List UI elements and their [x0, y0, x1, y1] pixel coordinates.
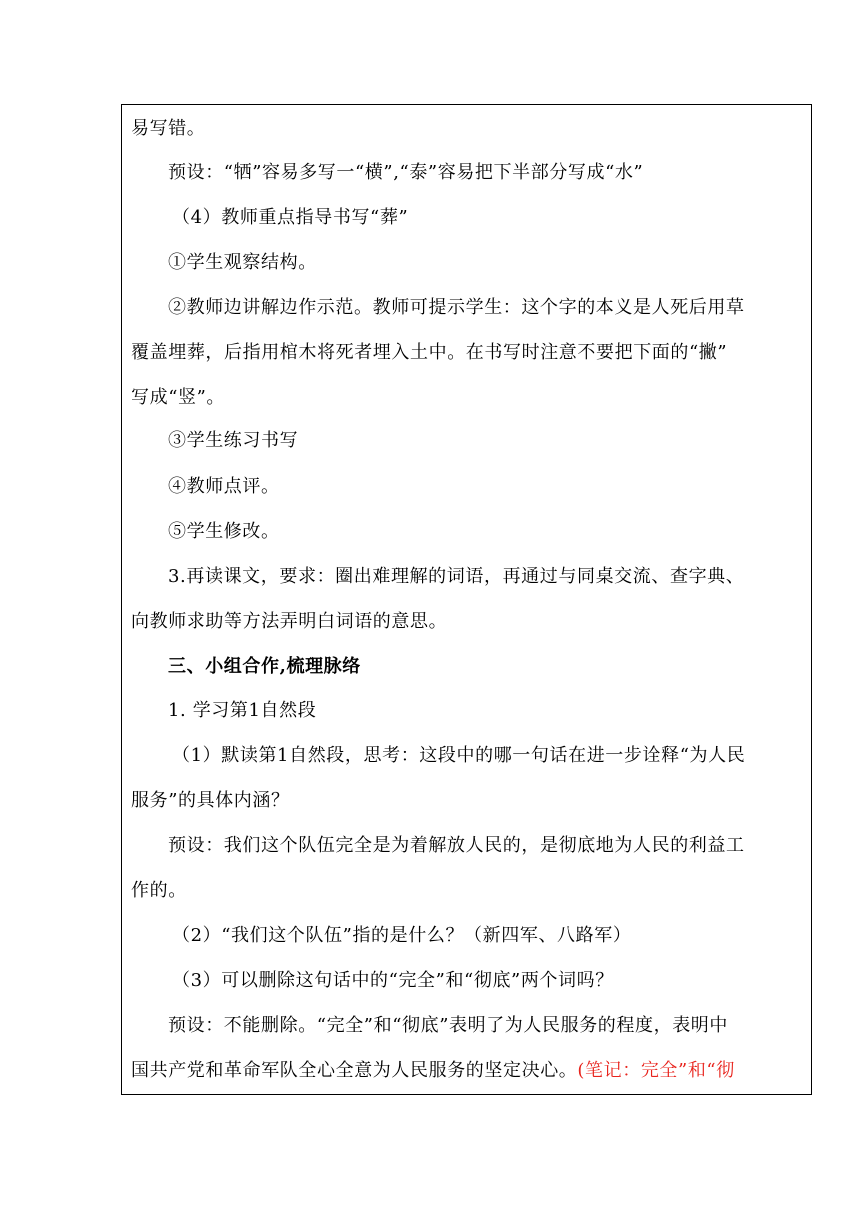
text-line: ③学生练习书写	[168, 430, 299, 451]
text-line: 3.再读课文，要求：圈出难理解的词语，再通过与同桌交流、查字典、	[168, 566, 745, 587]
text-line: 写成“竖”。	[131, 387, 226, 408]
text-line: ④教师点评。	[168, 476, 280, 497]
text-line: 服务”的具体内涵？	[131, 790, 290, 811]
text-line: （1）默读第1自然段，思考：这段中的哪一句话在进一步诠释“为人民	[172, 745, 746, 766]
text-line: 1. 学习第1自然段	[168, 700, 317, 721]
text-line: 预设：不能删除。“完全”和“彻底”表明了为人民服务的程度，表明中	[168, 1015, 729, 1036]
text-line: 向教师求助等方法弄明白词语的意思。	[131, 611, 448, 632]
text-line: （4）教师重点指导书写“葬”	[172, 207, 409, 228]
text-line: 预设：我们这个队伍完全是为着解放人民的，是彻底地为人民的利益工	[168, 835, 745, 856]
text-line: （3）可以删除这句话中的“完全”和“彻底”两个词吗？	[172, 970, 614, 991]
note-annotation: (笔记：完全”和“彻	[577, 1060, 735, 1081]
text-line: 易写错。	[131, 118, 206, 139]
text-line: ②教师边讲解边作示范。教师可提示学生：这个字的本义是人死后用草	[168, 297, 745, 318]
text-line: ⑤学生修改。	[168, 521, 280, 542]
text-line	[131, 1059, 807, 1083]
text-line: 预设：“牺”容易多写一“横”,“泰”容易把下半部分写成“水”	[168, 162, 644, 183]
section-heading: 三、小组合作,梳理脉络	[168, 656, 361, 677]
text-line: 覆盖埋葬，后指用棺木将死者埋入土中。在书写时注意不要把下面的“撇”	[131, 342, 728, 363]
text-segment: 国共产党和革命军队全心全意为人民服务的坚定决心。	[131, 1060, 578, 1081]
text-line: （2）“我们这个队伍”指的是什么？（新四军、八路军）	[172, 925, 632, 946]
text-line: 作的。	[131, 880, 187, 901]
text-line: ①学生观察结构。	[168, 252, 317, 273]
